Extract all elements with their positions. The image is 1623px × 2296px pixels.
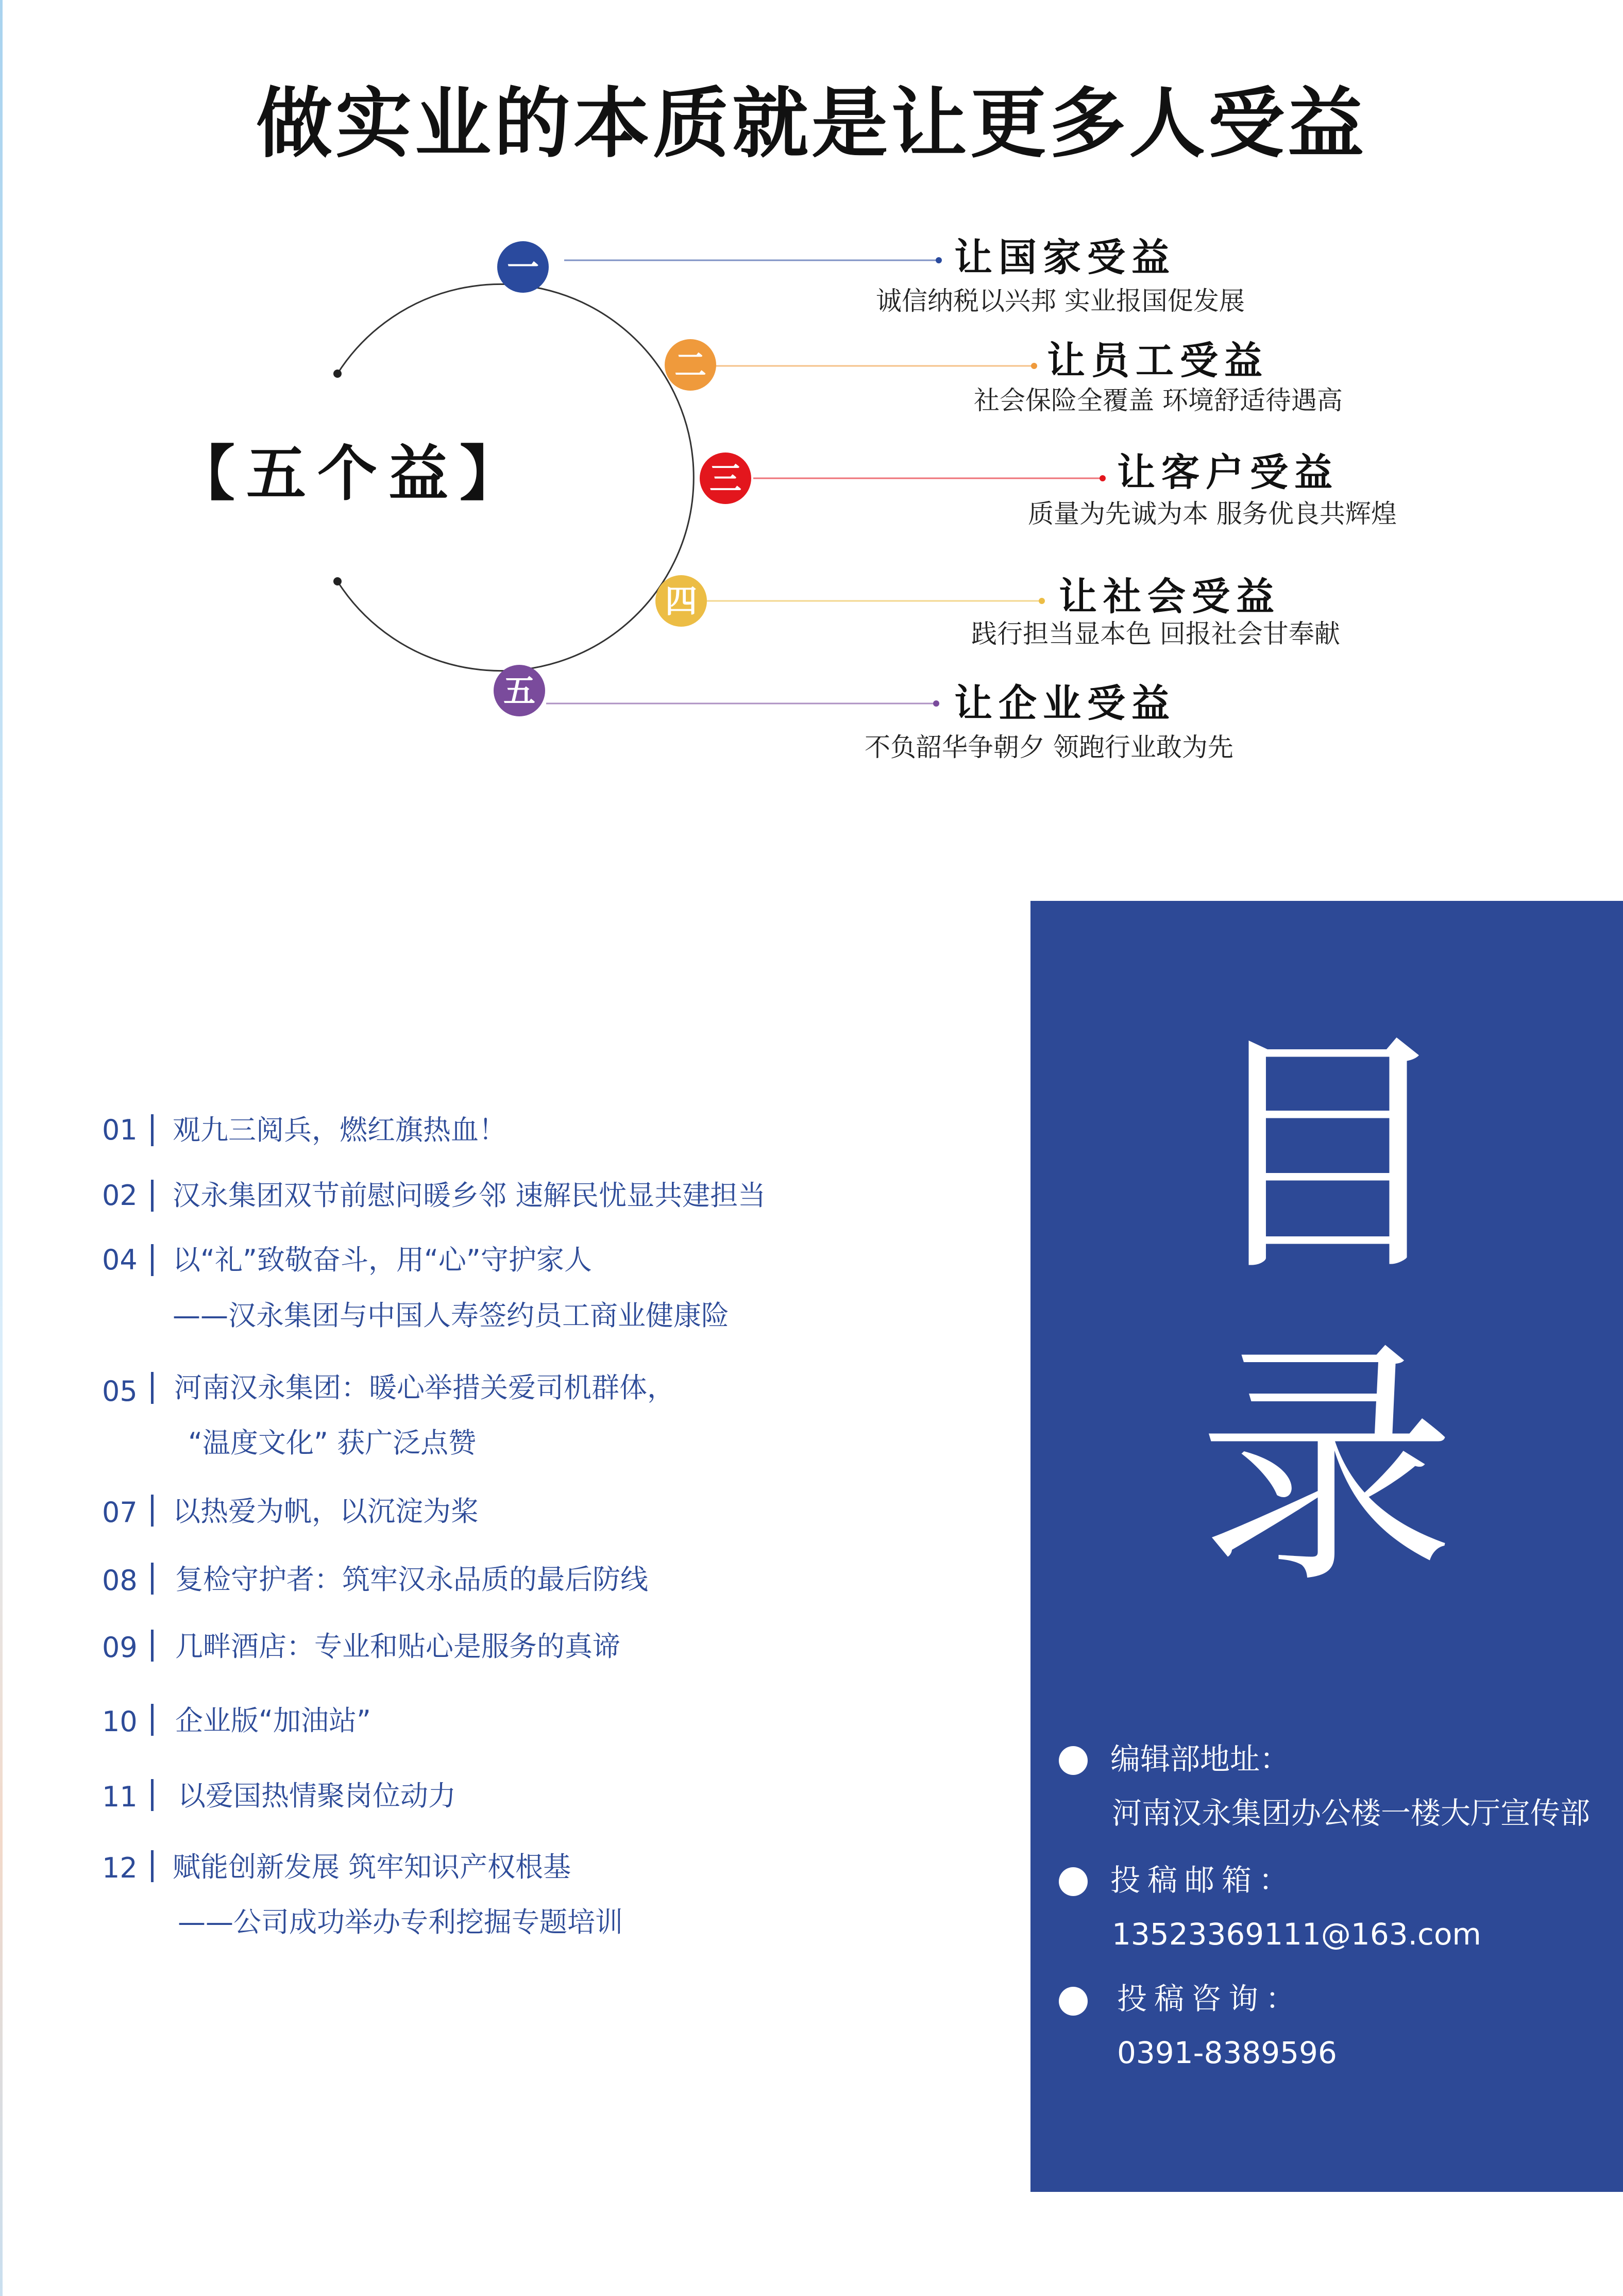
phone-value[interactable]: 0391-8389596 bbox=[1117, 2035, 1337, 2070]
number-badge-2 bbox=[665, 339, 716, 391]
benefit-title-3: 让客户受益 bbox=[1117, 450, 1339, 495]
toc-item-number: 12 bbox=[102, 1852, 138, 1884]
toc-item-number: 08 bbox=[102, 1564, 138, 1597]
phone-label: 投稿咨询： bbox=[1117, 1981, 1303, 2016]
toc-divider bbox=[151, 1563, 154, 1595]
benefit-title-4: 让社会受益 bbox=[1059, 575, 1280, 619]
number-badge-4 bbox=[655, 575, 707, 627]
toc-item-title: 以热爱为帆，以沉淀为桨 bbox=[173, 1495, 479, 1528]
toc-divider bbox=[151, 1850, 154, 1882]
toc-item-number: 07 bbox=[102, 1496, 138, 1529]
address-label: 编辑部地址： bbox=[1110, 1741, 1290, 1777]
svg-text:二: 二 bbox=[674, 346, 707, 384]
toc-item-title: 赋能创新发展 筑牢知识产权根基 bbox=[173, 1851, 571, 1883]
toc-heading-panel bbox=[1030, 901, 1623, 2192]
toc-item-title: 观九三阅兵，燃红旗热血！ bbox=[173, 1114, 506, 1146]
connector-dot-2 bbox=[1031, 363, 1037, 369]
email-value[interactable]: 13523369111@163.com bbox=[1112, 1917, 1481, 1952]
toc-item-subtitle: ——汉永集团与中国人寿签约员工商业健康险 bbox=[173, 1299, 729, 1332]
benefit-desc-2: 社会保险全覆盖 环境舒适待遇高 bbox=[974, 386, 1343, 415]
toc-item-title: 企业版“加油站” bbox=[175, 1704, 371, 1737]
benefit-desc-3: 质量为先诚为本 服务优良共辉煌 bbox=[1028, 499, 1397, 529]
toc-item-number: 10 bbox=[102, 1705, 138, 1738]
benefit-desc-4: 践行担当显本色 回报社会甘奉献 bbox=[971, 619, 1340, 649]
connector-dot-4 bbox=[1039, 598, 1045, 604]
toc-item-title: 复检守护者：筑牢汉永品质的最后防线 bbox=[175, 1563, 648, 1596]
svg-text:三: 三 bbox=[709, 460, 742, 497]
toc-divider bbox=[151, 1779, 154, 1811]
arc-end-dot-bottom bbox=[333, 577, 342, 585]
bullet-dot-icon bbox=[1059, 1867, 1088, 1896]
toc-divider bbox=[151, 1704, 154, 1736]
toc-item-title: 以“礼”致敬奋斗，用“心”守护家人 bbox=[173, 1244, 592, 1276]
toc-heading-char-1: 目 bbox=[1198, 1006, 1456, 1306]
address-value: 河南汉永集团办公楼一楼大厅宣传部 bbox=[1112, 1796, 1591, 1831]
toc-item-subtitle: “温度文化” 获广泛点赞 bbox=[188, 1427, 477, 1459]
svg-text:一: 一 bbox=[506, 248, 539, 286]
toc-divider bbox=[151, 1372, 154, 1404]
toc-item-number: 11 bbox=[102, 1781, 138, 1813]
benefit-desc-5: 不负韶华争朝夕 领跑行业敢为先 bbox=[865, 732, 1233, 762]
toc-divider bbox=[151, 1244, 154, 1276]
bullet-dot-icon bbox=[1059, 1987, 1088, 2016]
toc-item-number: 04 bbox=[102, 1244, 138, 1276]
toc-divider bbox=[151, 1630, 154, 1662]
toc-item-title: 几畔酒店：专业和贴心是服务的真谛 bbox=[175, 1630, 620, 1663]
benefit-title-1: 让国家受益 bbox=[954, 236, 1176, 280]
five-benefits-diagram bbox=[0, 0, 1623, 825]
number-badge-1 bbox=[497, 241, 549, 293]
benefit-title-2: 让员工受益 bbox=[1047, 339, 1269, 383]
connector-dot-3 bbox=[1100, 475, 1106, 481]
toc-item-number: 01 bbox=[102, 1114, 138, 1146]
toc-divider bbox=[151, 1495, 154, 1527]
toc-heading-char-2: 录 bbox=[1198, 1318, 1456, 1618]
arc-end-dot-top bbox=[333, 370, 342, 378]
toc-item-number: 05 bbox=[102, 1375, 138, 1407]
bullet-dot-icon bbox=[1059, 1746, 1088, 1775]
toc-item-title: 以爱国热情聚岗位动力 bbox=[178, 1780, 456, 1812]
toc-item-subtitle: ——公司成功举办专利挖掘专题培训 bbox=[178, 1906, 623, 1938]
connector-dot-1 bbox=[936, 257, 942, 263]
five-benefits-label: 【五个益】 bbox=[175, 439, 531, 509]
number-badge-5 bbox=[494, 665, 545, 716]
benefit-desc-1: 诚信纳税以兴邦 实业报国促发展 bbox=[876, 286, 1245, 316]
svg-text:五: 五 bbox=[503, 672, 536, 710]
number-badge-3 bbox=[700, 453, 751, 504]
toc-item-title: 河南汉永集团：暖心举措关爱司机群体， bbox=[174, 1371, 675, 1404]
benefit-title-5: 让企业受益 bbox=[954, 681, 1176, 726]
toc-item-title: 汉永集团双节前慰问暖乡邻 速解民忧显共建担当 bbox=[173, 1179, 766, 1212]
svg-text:四: 四 bbox=[665, 582, 698, 620]
page-title: 做实业的本质就是让更多人受益 bbox=[256, 79, 1367, 168]
toc-divider bbox=[151, 1114, 154, 1146]
toc-divider bbox=[151, 1180, 154, 1212]
toc-item-number: 02 bbox=[102, 1179, 138, 1212]
connector-dot-5 bbox=[933, 700, 939, 707]
toc-item-number: 09 bbox=[102, 1631, 138, 1664]
email-label: 投稿邮箱： bbox=[1110, 1863, 1296, 1898]
